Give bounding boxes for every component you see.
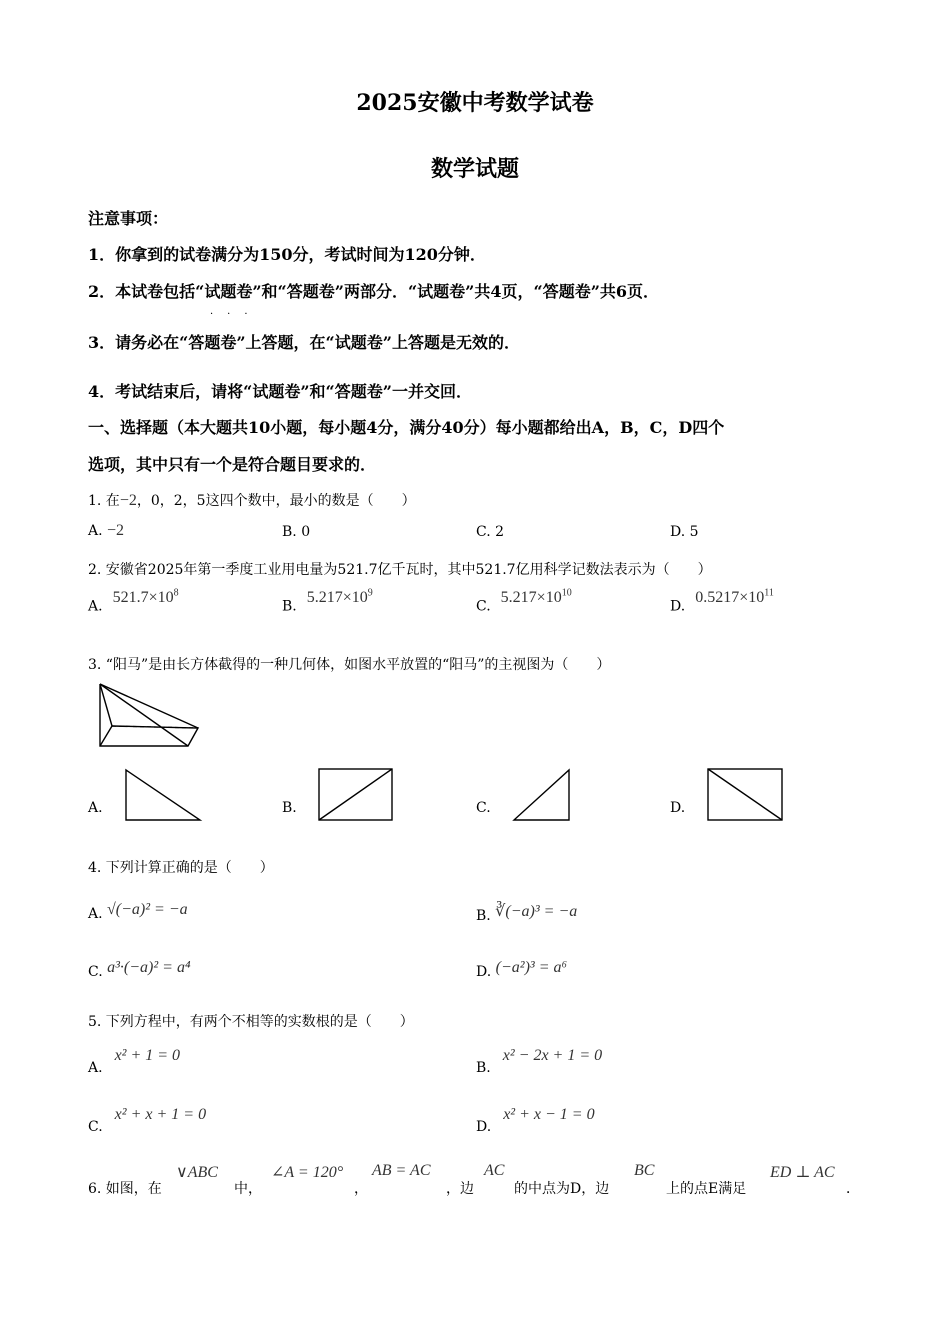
- q2-option-d[interactable]: D. $0.5217\times 10^{11}$: [670, 588, 774, 615]
- q6-math-equal-sides: AB = AC: [372, 1162, 431, 1179]
- q2-option-b[interactable]: B. $5.217\times 10^9$: [282, 588, 373, 615]
- section-heading-line1: 一、选择题（本大题共10小题，每小题4分，满分40分）每小题都给出A，B，C，D四个: [88, 418, 725, 437]
- section-heading-line2: 选项，其中只有一个是符合题目要求的．: [88, 455, 377, 474]
- q3-option-c-figure[interactable]: [512, 768, 572, 822]
- q3-option-d-label[interactable]: D.: [670, 800, 686, 816]
- q1-option-d[interactable]: D. 5: [670, 524, 699, 540]
- note-item-1: 1．你拿到的试卷满分为150分，考试时间为120分钟．: [88, 245, 486, 264]
- q6-math-side-bc: BC: [634, 1162, 655, 1179]
- note-item-2: 2．本试卷包括“试题卷”和“答题卷”两部分．“试题卷”共4页，“答题卷”共6页．: [88, 282, 660, 301]
- q3-stem: 3. “阳马”是由长方体截得的一种几何体，如图水平放置的“阳马”的主视图为（ ）: [88, 657, 611, 673]
- q5-option-a[interactable]: A.x² + 1 = 0: [88, 1047, 181, 1076]
- q6-text-7: ．: [846, 1181, 860, 1197]
- q5-stem: 5. 下列方程中，有两个不相等的实数根的是（ ）: [88, 1014, 414, 1030]
- yangma-solid-figure: [98, 680, 202, 750]
- q6-text-4: ，边: [446, 1181, 474, 1197]
- q6-text-6: 上的点E满足: [666, 1181, 747, 1197]
- q3-option-b-figure[interactable]: [318, 768, 394, 822]
- q3-option-a-figure[interactable]: [124, 768, 202, 822]
- q4-option-a[interactable]: A. √(−a)² = −a: [88, 901, 188, 922]
- page-subtitle: 数学试题: [430, 156, 519, 182]
- q6-math-triangle: ∨ABC: [176, 1164, 218, 1181]
- q5-option-c[interactable]: C.x² + x + 1 = 0: [88, 1106, 207, 1135]
- q4-option-d[interactable]: D. (−a²)³ = a⁶: [476, 959, 568, 980]
- q4-option-c[interactable]: C. a³·(−a)² = a⁴: [88, 959, 191, 980]
- q4-stem: 4. 下列计算正确的是（ ）: [88, 860, 274, 876]
- q5-option-b[interactable]: B.x² − 2x + 1 = 0: [476, 1047, 603, 1076]
- q6-text-2: 中，: [234, 1181, 262, 1197]
- emphasis-dots: ···: [210, 309, 262, 320]
- note-item-3: 3．请务必在“答题卷”上答题，在“试题卷”上答题是无效的．: [88, 333, 520, 352]
- q1-option-c[interactable]: C. 2: [476, 524, 505, 540]
- q3-option-c-label[interactable]: C.: [476, 800, 491, 816]
- q2-stem: 2. 安徽省2025年第一季度工业用电量为521.7亿千瓦时，其中521.7亿用科学记数法表示为（ ）: [88, 562, 712, 578]
- q3-option-b-label[interactable]: B.: [282, 800, 297, 816]
- notes-heading: 注意事项：: [88, 209, 169, 228]
- note-item-4: 4．考试结束后，请将“试题卷”和“答题卷”一并交回．: [88, 382, 472, 401]
- q6-math-angle: ∠A = 120°: [271, 1164, 344, 1181]
- q3-option-d-figure[interactable]: [707, 768, 785, 822]
- q1-option-b[interactable]: B. 0: [282, 524, 311, 540]
- q4-option-b[interactable]: B. ∛(−a)³ = −a: [476, 903, 578, 924]
- q2-option-c[interactable]: C. $5.217\times 10^{10}$: [476, 588, 572, 615]
- q6-math-perpendicular: ED ⊥ AC: [770, 1164, 835, 1181]
- q1-option-a[interactable]: A. −2: [88, 522, 125, 539]
- q6-math-side-ac: AC: [484, 1162, 505, 1179]
- q3-option-a-label[interactable]: A.: [88, 800, 103, 816]
- page-title: 2025安徽中考数学试卷: [356, 90, 594, 116]
- q2-option-a[interactable]: A. $521.7\times 10^8$: [88, 588, 179, 615]
- q6-text-1: 6. 如图，在: [88, 1181, 162, 1197]
- q5-option-d[interactable]: D.x² + x − 1 = 0: [476, 1106, 595, 1135]
- q6-text-3: ，: [354, 1181, 368, 1197]
- q1-stem: 1. 在−2，0，2，5这四个数中，最小的数是（ ）: [88, 492, 416, 509]
- q6-text-5: 的中点为D，边: [514, 1181, 610, 1197]
